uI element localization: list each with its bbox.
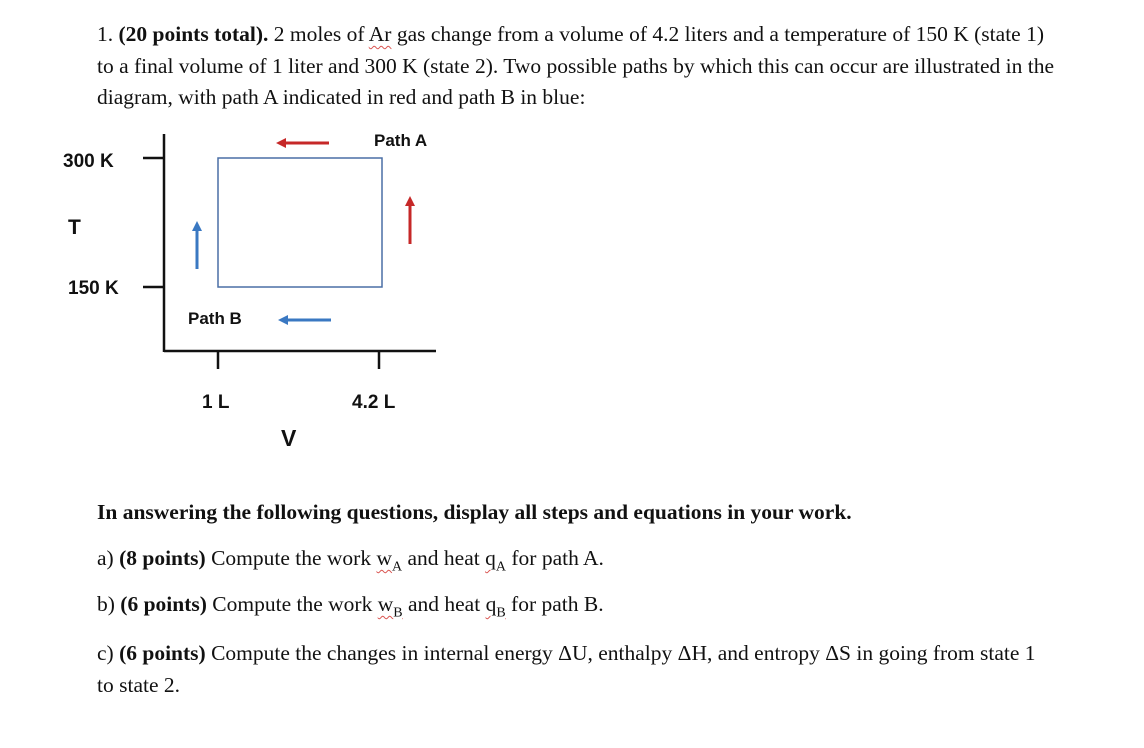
question-a-text: Compute the work <box>211 546 372 570</box>
gas-symbol: Ar <box>368 22 392 46</box>
question-a-points: (8 points) <box>119 546 206 570</box>
y-axis-label: T <box>68 216 81 239</box>
question-a-text-3: for path A. <box>511 546 604 570</box>
state-rectangle <box>218 158 382 287</box>
question-b-label: b) <box>97 592 115 616</box>
instructions <box>97 500 852 525</box>
problem-statement <box>97 19 1057 114</box>
path-a-label: Path A <box>374 131 428 150</box>
question-c-points: (6 points) <box>119 641 206 665</box>
question-a-label: a) <box>97 546 114 570</box>
question-c-label: c) <box>97 641 114 665</box>
x-tick-label-1l: 1 L <box>202 392 230 413</box>
instructions-text: In answering the following questions, display all steps and equations in your work. <box>97 500 852 524</box>
path-b-label: Path B <box>188 309 242 328</box>
problem-text-rest: gas change from a volume of 4.2 liters and a temperature of 150 K (state 1) to a final volume of 1 liter and 300 K (state 2). Two possible paths by which this can occur are illustrated in the diagram, with path A indicated in red and path B in blue: <box>97 22 1055 109</box>
question-c-text: Compute the changes in internal energy ΔU, enthalpy ΔH, and entropy ΔS in going from state 1 to state 2. <box>97 641 1036 697</box>
question-a <box>97 546 604 575</box>
heat-symbol-b: $q_B$ <box>485 592 506 621</box>
question-c <box>97 638 1057 701</box>
question-b-points: (6 points) <box>120 592 207 616</box>
question-a-text-2: and heat <box>407 546 480 570</box>
y-tick-label-150k: 150 K <box>68 278 119 299</box>
y-tick-label-300k: 300 K <box>63 151 114 172</box>
problem-points: (20 points total). <box>118 22 269 46</box>
question-b-text-3: for path B. <box>511 592 604 616</box>
question-b-text: Compute the work <box>212 592 373 616</box>
question-b <box>97 592 604 621</box>
problem-text-start: 2 moles of <box>273 22 365 46</box>
work-symbol-a: $w_A$ <box>376 546 403 575</box>
question-b-text-2: and heat <box>407 592 481 616</box>
x-axis-label: V <box>281 425 297 451</box>
x-tick-label-4-2l: 4.2 L <box>352 392 396 413</box>
heat-symbol-a: $q_A$ <box>485 546 506 575</box>
work-symbol-b: $w_B$ <box>377 592 403 621</box>
problem-number: 1. <box>97 22 114 46</box>
